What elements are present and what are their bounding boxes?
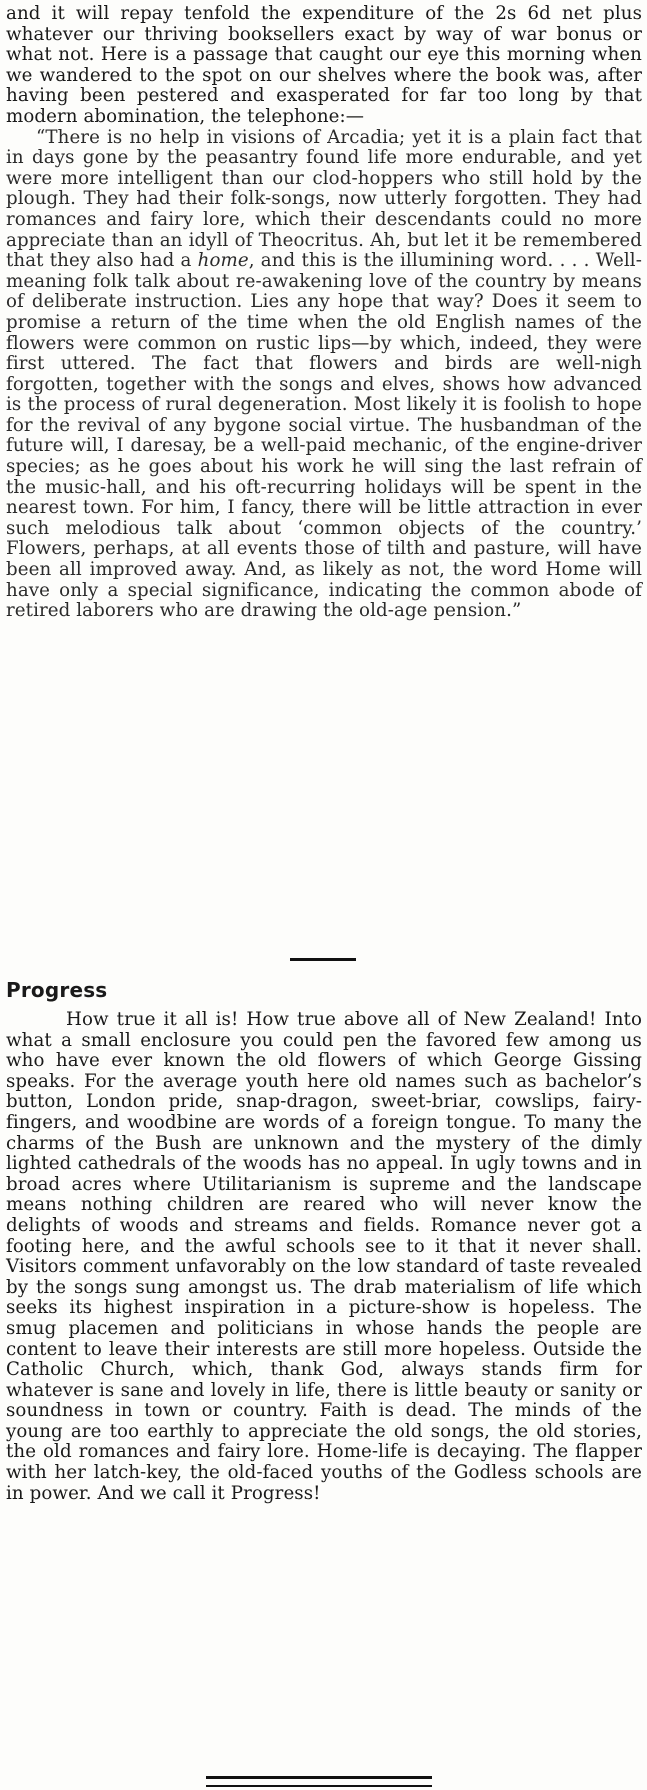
quote-emphasis: home [197, 250, 249, 272]
article-bottom [6, 1010, 642, 1504]
article-top [6, 4, 642, 622]
intro-paragraph: and it will repay tenfold the expenditure of the 2s 6d net plus whatever our thriving booksellers exact by way of war bonus or what not. Here is a passage that caught our eye this morning when we wandered to the spot on our shelves where the book was, after having been pestered and exasperated for far too long by that modern abomination, the telephone:— [6, 3, 642, 127]
quoted-passage [6, 128, 642, 622]
progress-paragraph: How true it all is! How true above all of New Zealand! Into what a small enclosure you could pen the favored few among us who have ever known the old flowers of which George Gissing speaks. For the average youth here old names such as bachelor’s button, London pride, snap-dragon, sweet-briar, cowslips, fairy-fingers, and woodbine are words of a foreign tongue. To many the charms of the Bush are unknown and the mystery of the dimly lighted cathedrals of the woods has no appeal. In ugly towns and in broad acres where Utilitarianism is supreme and the landscape means nothing children are reared who will never know the delights of woods and streams and fields. Romance never got a footing here, and the awful schools see to it that it never shall. Visitors comment unfavorably on the low standard of taste revealed by the songs sung amongst us. The drab materialism of life which seeks its highest inspiration in a picture-show is hopeless. The smug placemen and politicians in whose hands the people are content to leave their interests are still more hopeless. Outside the Catholic Church, which, thank God, always stands firm for whatever is sane and lovely in life, there is little beauty or sanity or soundness in town or country. Faith is dead. The minds of the young are too earthly to appreciate the old songs, the old stories, the old romances and fairy lore. Home-life is decaying. The flapper with her latch-key, the old-faced youths of the Godless schools are in power. And we call it Progress! [6, 1009, 642, 1504]
end-of-article-rule [206, 1776, 432, 1787]
quote-text-part2: , and this is the illumining word. . . . Well-meaning folk talk about re-awakening love of the country by means of deliberate instruction. Lies any hope that way? Does it seem to promise a return of the time when the old English names of the flowers were common on rustic lips—by which, indeed, they were first uttered. The fact that flowers and birds are well-nigh forgotten, together with the songs and elves, shows how advanced is the process of rural degeneration. Most likely it is foolish to hope for the revival of any bygone social virtue. The husbandman of the future will, I daresay, be a well-paid mechanic, of the engine-driver species; as he goes about his work he will sing the last refrain of the music-hall, and his oft-recurring holidays will be spent in the nearest town. For him, I fancy, there will be little attraction in ever such melodious talk about ‘common objects of the country.’ Flowers, perhaps, at all events those of tilth and pasture, will have been all improved away. And, as likely as not, the word Home will have only a special significance, indicating the common abode of retired laborers who are drawing the old-age pension.” [6, 250, 642, 622]
quote-text-part1: “There is no help in visions of Arcadia; yet it is a plain fact that in days gone by the peasantry found life more endurable, and yet were more intelligent than our clod-hoppers who still hold by the plough. They had their folk-songs, now utterly forgotten. They had romances and fairy lore, which their descendants could no more appreciate than an idyll of Theocritus. Ah, but let it be remembered that they also had a [6, 126, 642, 272]
section-divider [290, 958, 356, 961]
section-heading: Progress [6, 978, 108, 1002]
